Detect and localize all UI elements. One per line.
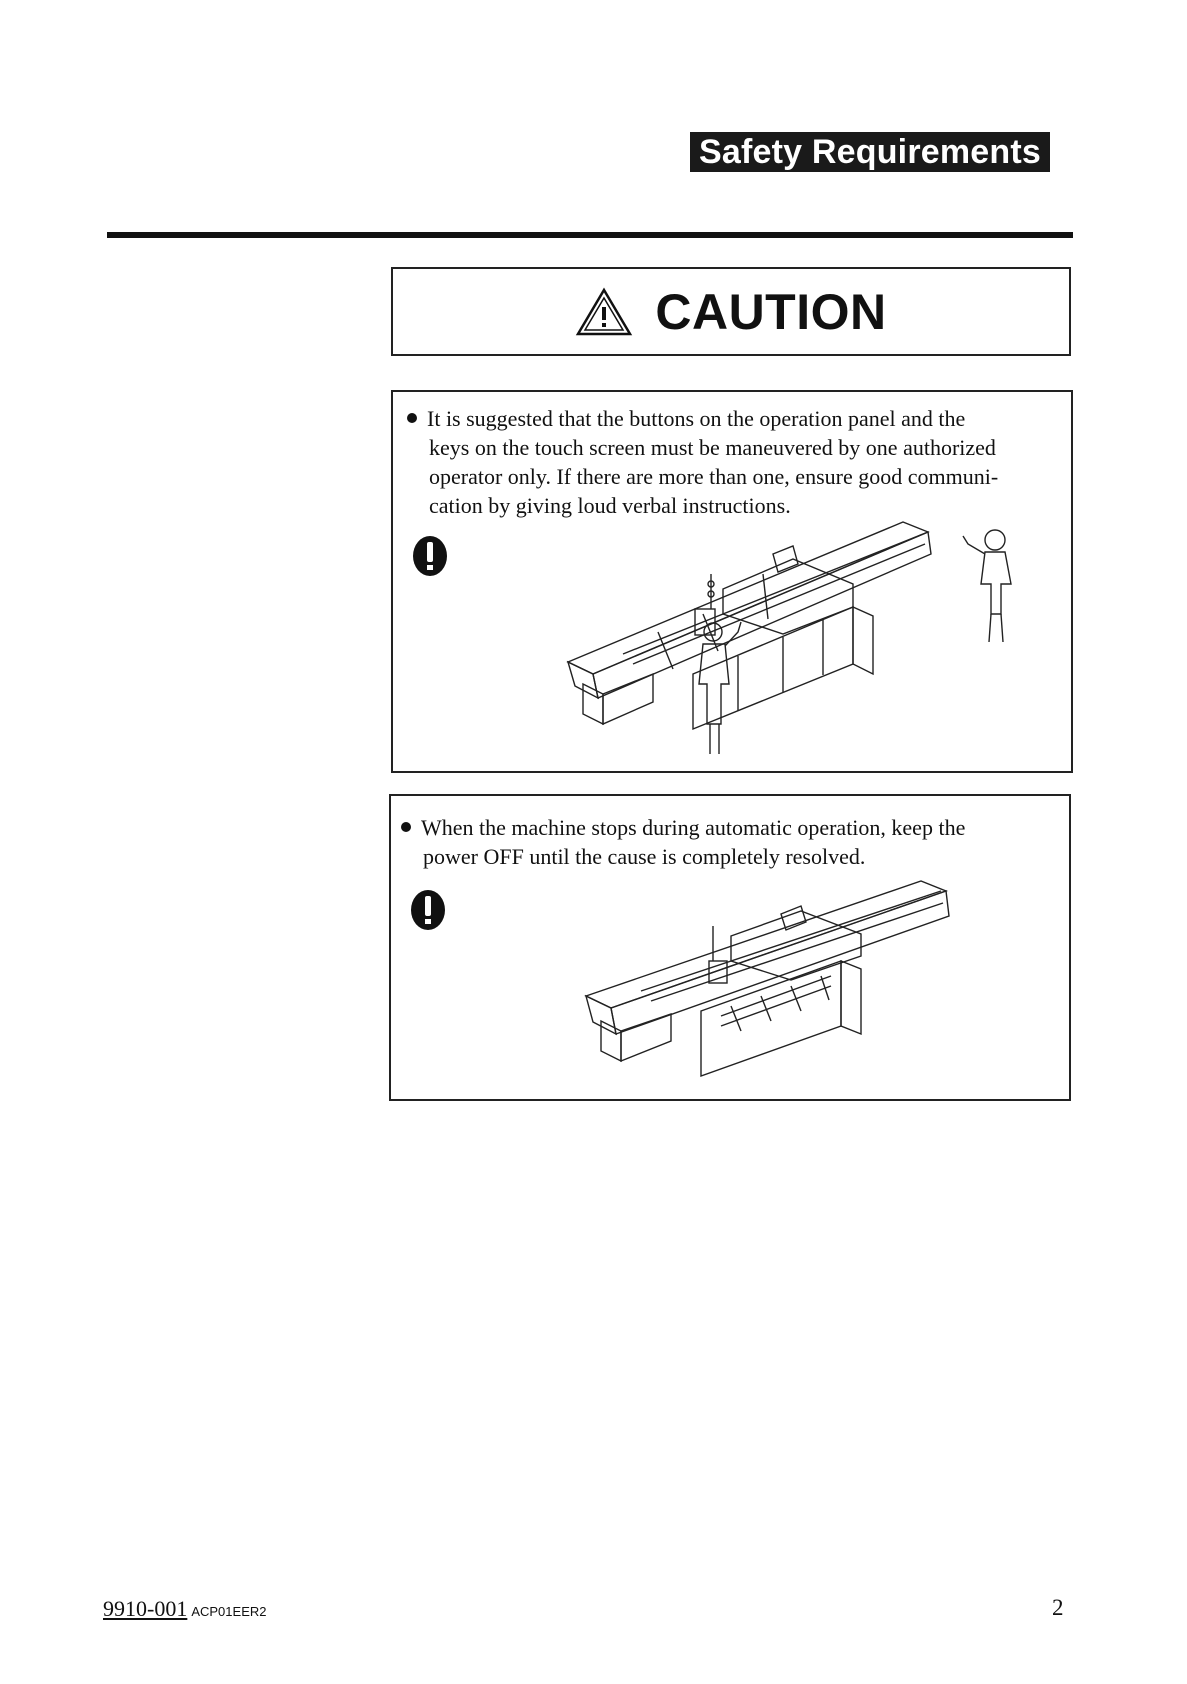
document-number: 9910-001 [103,1596,188,1621]
document-code: ACP01EER2 [191,1604,267,1619]
bullet-icon [407,413,417,423]
caution-item-text: When the machine stops during automatic operation, keep the power OFF until the cause is completely resolved. [401,813,1051,871]
caution-label: CAUTION [655,283,887,340]
caution-item-text: It is suggested that the buttons on the operation panel and the keys on the touch screen must be maneuvered by one authorized operator only. If there are more than one, ensure good communi- cation by giving loud verbal instructions. [407,404,1057,520]
page-number: 2 [1052,1595,1064,1620]
caution-banner [391,267,1071,356]
machine-open-view-illustration [581,876,1021,1091]
bullet-icon [401,822,411,832]
header-rule [107,232,1073,238]
mandatory-action-icon [411,534,449,578]
machine-with-operators-illustration [563,514,1023,766]
caution-item-operator [391,390,1073,773]
section-title: Safety Requirements [690,132,1050,172]
mandatory-action-icon [409,888,447,932]
warning-triangle-icon [575,287,633,337]
caution-item-power-off [389,794,1071,1101]
document-reference [103,1596,266,1622]
